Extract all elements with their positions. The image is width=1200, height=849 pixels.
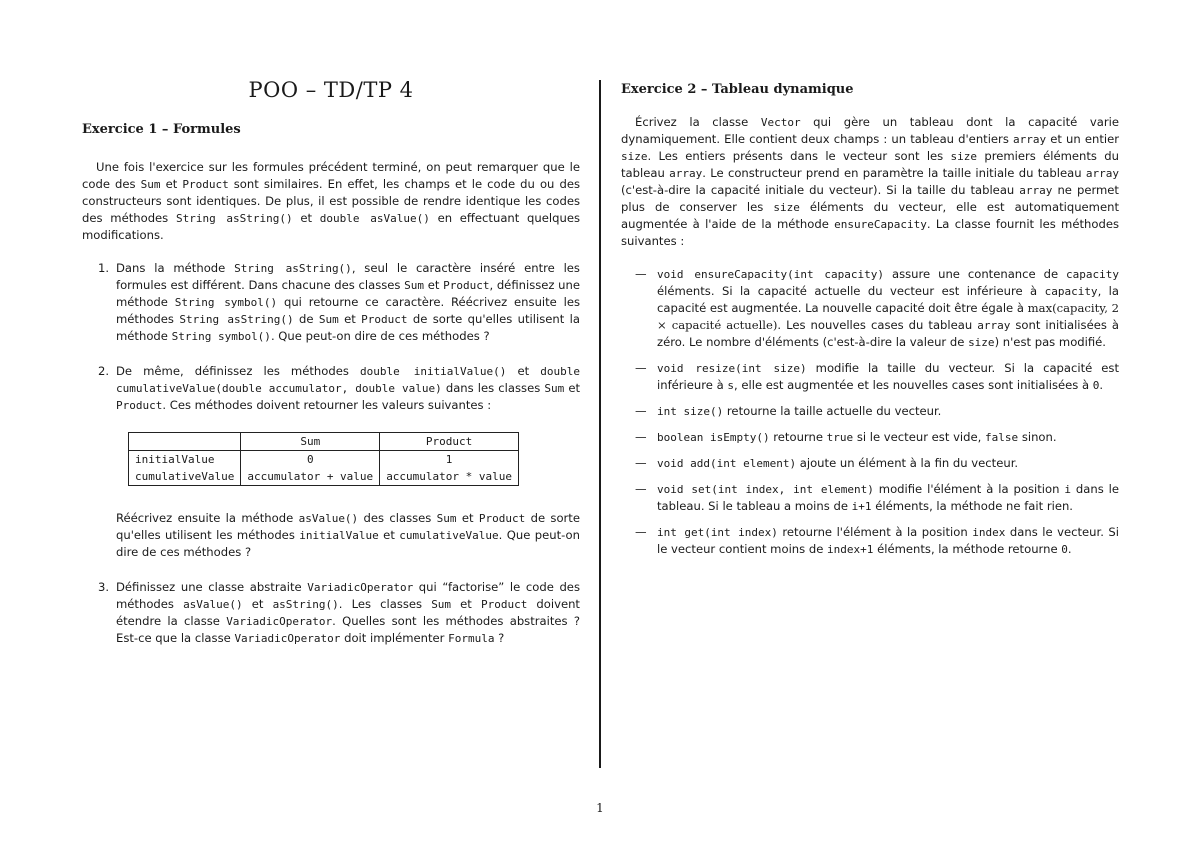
page-number: 1 bbox=[596, 801, 604, 815]
exercise-1-heading: Exercice 1 – Formules bbox=[82, 122, 241, 137]
exercise-1-intro: Une fois l'exercice sur les formules précédent terminé, on peut remarquer que le code des Sum et Product sont similaires. En effet, les champs et le code du ou des constructeurs sont identiques. De plus, il est possible de rendre identique les codes des méthodes String asString() et double asValue() en effectuant quelques modifications. bbox=[82, 160, 580, 242]
list-item: 1. Dans la méthode String asString(), seul le caractère inséré entre les formules est différent. Dans chacune des classes Sum et Product, définissez une méthode String symbol() qui retourne ce caractère. Réécrivez ensuite les méthodes String asString() de Sum et Product de sorte qu'elles utilisent la méthode String symbol(). Que peut-on dire de ces méthodes ? bbox=[98, 261, 581, 343]
list-item: — int size() retourne la taille actuelle du vecteur. bbox=[635, 404, 942, 418]
page-title: POO – TD/TP 4 bbox=[248, 78, 414, 102]
list-item: — void set(int index, int element) modifie l'élément à la position i dans le tableau. Si le tableau a moins de i+1 éléments, la méthode ne fait rien. bbox=[635, 482, 1120, 513]
table-cell: 0 bbox=[241, 451, 380, 469]
left-column bbox=[82, 74, 580, 665]
table-cell: initialValue bbox=[129, 451, 241, 469]
exercise-2-intro: Écrivez la classe Vector qui gère un tableau dont la capacité varie dynamiquement. Elle contient deux champs : un tableau d'entiers array et un entier size. Les entiers présents dans le vecteur sont les size premiers éléments du tableau array. Le constructeur prend en paramètre la taille initiale du tableau array (c'est-à-dire la capacité initiale du vecteur). Si la taille du tableau array ne permet plus de conserver les size éléments du vecteur, elle est automatiquement augmentée à l'aide de la méthode ensureCapacity. La classe fournit les méthodes suivantes : bbox=[621, 115, 1120, 248]
list-item: — void resize(int size) modifie la taille du vecteur. Si la capacité est inférieure à s, elle est augmentée et les nouvelles cases sont initialisées à 0. bbox=[635, 361, 1119, 392]
list-item: 2. De même, définissez les méthodes double initialValue() et double cumulativeValue(double accumulator, double value) dans les classes Sum et Product. Ces méthodes doivent retourner les valeurs suivantes : Sum Product initialValue 0 1 cumulativeValue accumulator + value accumulator * value Réécrivez ensuite la méthode asValue() des classes Sum et Product de sorte qu'elles utilisent les méthodes initialValue et cumulativeValue. Que peut-on dire de ces méthodes ? bbox=[98, 364, 580, 559]
values-table bbox=[128, 432, 519, 486]
table-row bbox=[129, 468, 519, 486]
list-item: — void ensureCapacity(int capacity) assure une contenance de capacity éléments. Si la capacité actuelle du vecteur est inférieure à capacity, la capacité est augmentée. La nouvelle capacité doit être égale à max(capacity, 2 × capacité actuelle). Les nouvelles cases du tableau array sont initialisées à zéro. Le nombre d'éléments (c'est-à-dire la valeur de size) n'est pas modifié. bbox=[635, 267, 1120, 349]
table-cell: cumulativeValue bbox=[129, 468, 241, 486]
table-header-cell: Product bbox=[380, 433, 519, 451]
list-item: — int get(int index) retourne l'élément à la position index dans le vecteur. Si le vecteur contient moins de index+1 éléments, la méthode retourne 0. bbox=[635, 525, 1119, 556]
table-cell: 1 bbox=[380, 451, 519, 469]
list-item: — void add(int element) ajoute un élément à la fin du vecteur. bbox=[635, 456, 1019, 470]
table-header-cell: Sum bbox=[241, 433, 380, 451]
list-item: 3. Définissez une classe abstraite VariadicOperator qui “factorise” le code des méthodes asValue() et asString(). Les classes Sum et Product doivent étendre la classe VariadicOperator. Quelles sont les méthodes abstraites ? Est-ce que la classe VariadicOperator doit implémenter Formula ? bbox=[98, 580, 580, 645]
item-2-followup: Réécrivez ensuite la méthode asValue() des classes Sum et Product de sorte qu'elles utilisent les méthodes initialValue et cumulativeValue. Que peut-on dire de ces méthodes ? bbox=[116, 511, 580, 559]
table-header-cell bbox=[129, 433, 241, 451]
column-divider bbox=[599, 80, 601, 768]
methods-list bbox=[621, 266, 1119, 558]
exercise-1-list bbox=[82, 260, 580, 647]
right-column bbox=[621, 74, 1119, 567]
exercise-2-heading: Exercice 2 – Tableau dynamique bbox=[621, 82, 854, 97]
list-item: — boolean isEmpty() retourne true si le vecteur est vide, false sinon. bbox=[635, 430, 1057, 444]
table-cell: accumulator * value bbox=[380, 468, 519, 486]
table-row bbox=[129, 451, 519, 469]
table-cell: accumulator + value bbox=[241, 468, 380, 486]
table-header-row bbox=[129, 433, 519, 451]
